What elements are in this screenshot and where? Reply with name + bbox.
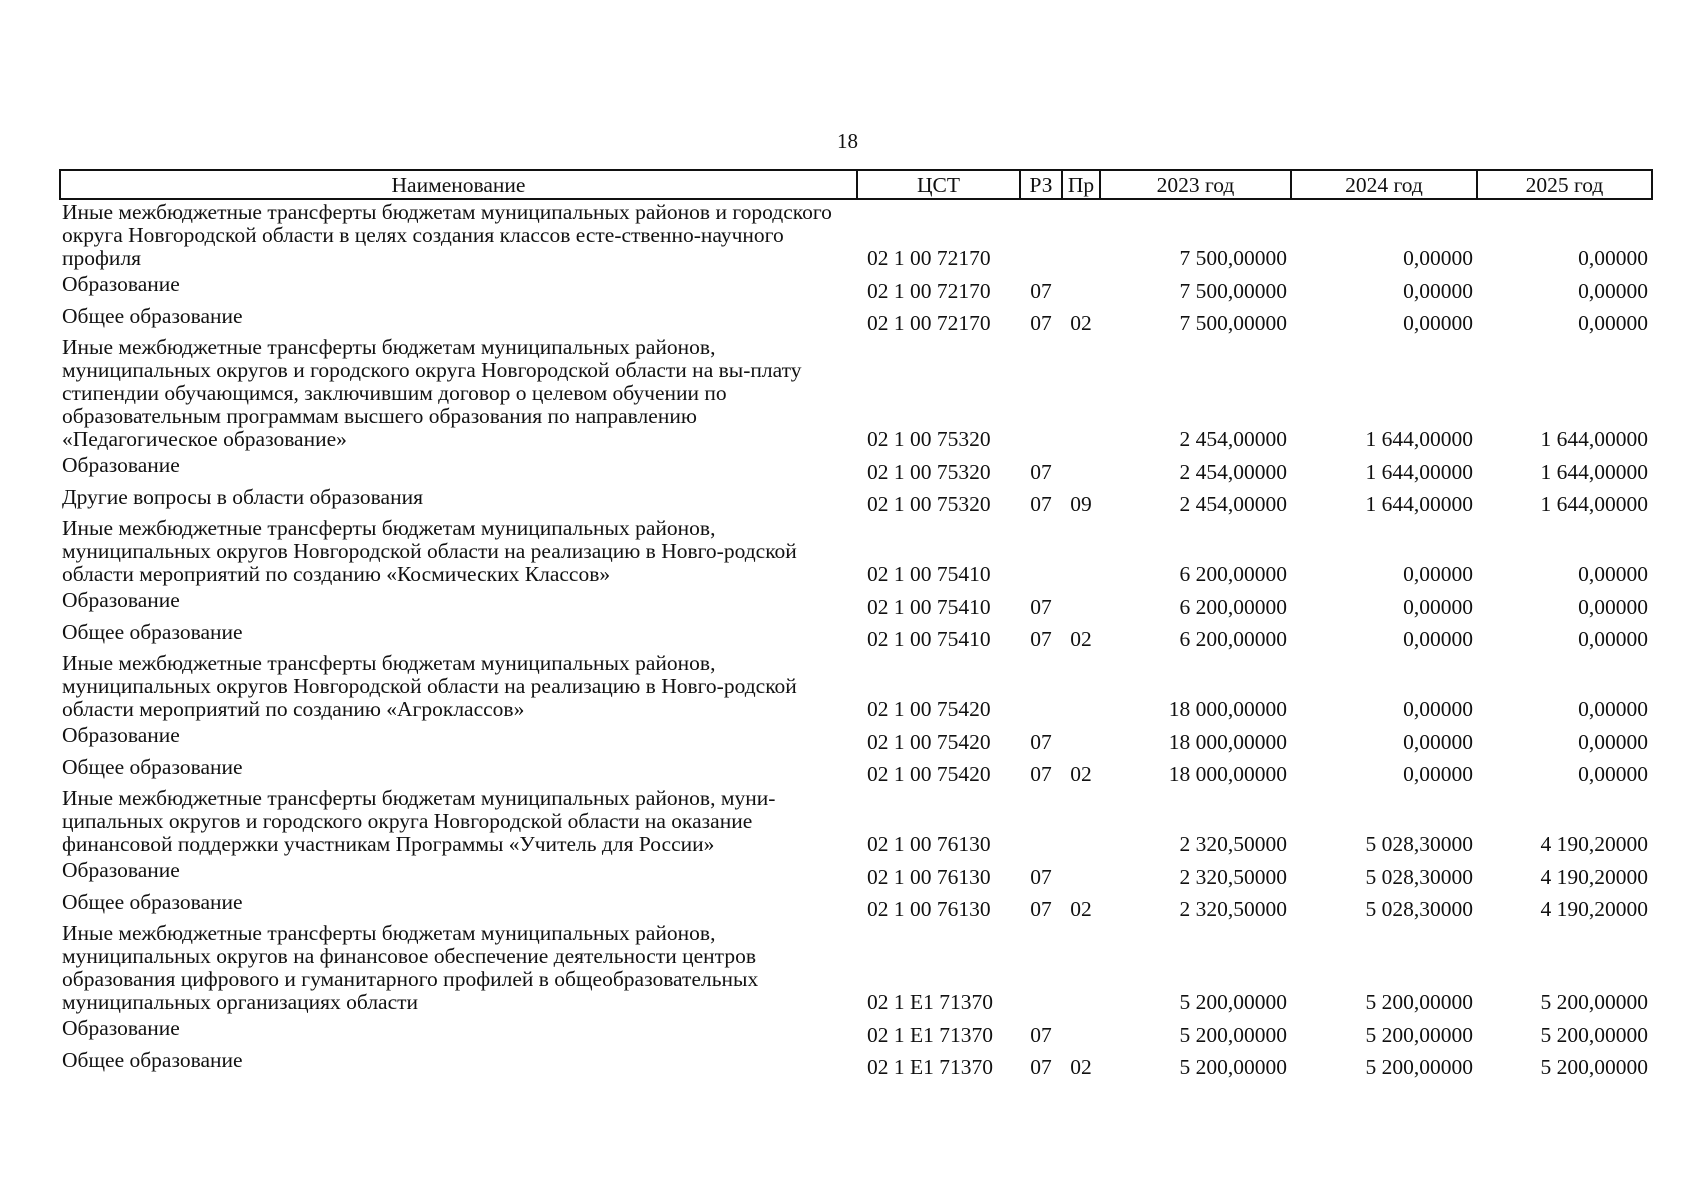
row-name: Общее образование — [62, 890, 243, 914]
row-rz: 07 — [1030, 1055, 1052, 1079]
row-pr — [1062, 651, 1100, 722]
header-rz: РЗ — [1020, 170, 1062, 199]
row-pr — [1062, 921, 1100, 1015]
row-2024: 0,00000 — [1403, 762, 1473, 786]
row-rz — [1020, 651, 1062, 722]
table-row — [60, 786, 1652, 857]
row-cst: 02 1 00 75420 — [867, 730, 991, 754]
row-2025: 0,00000 — [1578, 697, 1648, 721]
row-2024: 0,00000 — [1403, 595, 1473, 619]
row-pr — [1062, 1015, 1100, 1047]
row-2025: 0,00000 — [1578, 562, 1648, 586]
row-2024: 1 644,00000 — [1365, 492, 1473, 516]
row-rz: 07 — [1030, 492, 1052, 516]
row-cst: 02 1 00 75320 — [867, 427, 991, 451]
row-cst: 02 1 E1 71370 — [867, 990, 994, 1014]
row-pr — [1062, 199, 1100, 271]
row-name: Образование — [62, 858, 180, 882]
header-row — [60, 170, 1652, 199]
row-2023: 18 000,00000 — [1168, 730, 1287, 754]
row-2023: 7 500,00000 — [1179, 279, 1287, 303]
header-pr: Пр — [1062, 170, 1100, 199]
row-2023: 6 200,00000 — [1179, 627, 1287, 651]
row-name: Иные межбюджетные трансферты бюджетам муниципальных районов, муниципальных округов Новгородской области на реализацию в Новго-родской области мероприятий по созданию «Агроклассов» — [62, 651, 797, 721]
table-row — [60, 754, 1652, 786]
row-cst: 02 1 00 76130 — [867, 865, 991, 889]
row-2023: 5 200,00000 — [1179, 1023, 1287, 1047]
table-row — [60, 889, 1652, 921]
row-cst: 02 1 00 75410 — [867, 627, 991, 651]
row-2025: 5 200,00000 — [1540, 990, 1648, 1014]
row-name: Образование — [62, 588, 180, 612]
row-2024: 0,00000 — [1403, 627, 1473, 651]
row-cst: 02 1 00 75420 — [867, 762, 991, 786]
row-rz — [1020, 921, 1062, 1015]
row-2025: 5 200,00000 — [1540, 1055, 1648, 1079]
row-2025: 4 190,20000 — [1540, 832, 1648, 856]
row-pr: 02 — [1070, 311, 1092, 335]
row-2024: 0,00000 — [1403, 697, 1473, 721]
row-pr — [1062, 722, 1100, 754]
row-2023: 2 320,50000 — [1179, 865, 1287, 889]
row-rz: 07 — [1030, 460, 1052, 484]
row-name: Образование — [62, 453, 180, 477]
row-2023: 2 454,00000 — [1179, 492, 1287, 516]
row-pr: 02 — [1070, 1055, 1092, 1079]
row-cst: 02 1 00 75320 — [867, 492, 991, 516]
row-2025: 1 644,00000 — [1540, 492, 1648, 516]
row-name: Общее образование — [62, 620, 243, 644]
table-body — [60, 199, 1652, 1079]
row-cst: 02 1 00 72170 — [867, 279, 991, 303]
row-2023: 18 000,00000 — [1168, 697, 1287, 721]
row-cst: 02 1 00 76130 — [867, 832, 991, 856]
header-name: Наименование — [60, 170, 857, 199]
row-2024: 0,00000 — [1403, 311, 1473, 335]
row-pr — [1062, 335, 1100, 452]
row-name: Образование — [62, 723, 180, 747]
row-name: Другие вопросы в области образования — [62, 485, 423, 509]
row-cst: 02 1 00 75410 — [867, 562, 991, 586]
row-2025: 5 200,00000 — [1540, 1023, 1648, 1047]
row-2023: 7 500,00000 — [1179, 246, 1287, 270]
table-row — [60, 516, 1652, 587]
budget-table — [59, 169, 1653, 1079]
row-2025: 0,00000 — [1578, 762, 1648, 786]
row-2023: 18 000,00000 — [1168, 762, 1287, 786]
row-2023: 2 454,00000 — [1179, 427, 1287, 451]
row-rz: 07 — [1030, 897, 1052, 921]
row-cst: 02 1 00 75320 — [867, 460, 991, 484]
row-pr — [1062, 271, 1100, 303]
page-number: 18 — [837, 129, 858, 153]
row-rz — [1020, 199, 1062, 271]
row-pr: 02 — [1070, 897, 1092, 921]
row-cst: 02 1 00 75420 — [867, 697, 991, 721]
row-2024: 5 028,30000 — [1365, 832, 1473, 856]
row-2025: 0,00000 — [1578, 279, 1648, 303]
row-pr: 09 — [1070, 492, 1092, 516]
row-2024: 5 200,00000 — [1365, 1055, 1473, 1079]
row-2025: 0,00000 — [1578, 595, 1648, 619]
row-2025: 0,00000 — [1578, 311, 1648, 335]
row-2024: 0,00000 — [1403, 279, 1473, 303]
row-name: Иные межбюджетные трансферты бюджетам муниципальных районов, муниципальных округов на финансовое обеспечение деятельности центров образования цифрового и гуманитарного профилей в общеобразовательных муниципальных организациях области — [62, 921, 759, 1014]
row-2023: 5 200,00000 — [1179, 990, 1287, 1014]
row-2024: 5 200,00000 — [1365, 1023, 1473, 1047]
table-row — [60, 619, 1652, 651]
row-name: Иные межбюджетные трансферты бюджетам муниципальных районов, муни-ципальных округов и городского округа Новгородской области на оказание финансовой поддержки участникам Программы «Учитель для России» — [62, 786, 776, 856]
row-rz: 07 — [1030, 311, 1052, 335]
row-2023: 6 200,00000 — [1179, 562, 1287, 586]
row-rz: 07 — [1030, 627, 1052, 651]
row-2023: 6 200,00000 — [1179, 595, 1287, 619]
table-row — [60, 484, 1652, 516]
row-cst: 02 1 E1 71370 — [867, 1023, 994, 1047]
table-header — [60, 170, 1652, 199]
table-row — [60, 303, 1652, 335]
row-2024: 5 028,30000 — [1365, 865, 1473, 889]
row-2024: 5 028,30000 — [1365, 897, 1473, 921]
row-rz — [1020, 786, 1062, 857]
row-2024: 0,00000 — [1403, 246, 1473, 270]
table-row — [60, 651, 1652, 722]
table-row — [60, 1015, 1652, 1047]
row-2024: 5 200,00000 — [1365, 990, 1473, 1014]
row-name: Образование — [62, 272, 180, 296]
row-rz — [1020, 335, 1062, 452]
row-pr — [1062, 516, 1100, 587]
table-row — [60, 587, 1652, 619]
row-2025: 1 644,00000 — [1540, 427, 1648, 451]
row-2024: 0,00000 — [1403, 562, 1473, 586]
row-name: Общее образование — [62, 755, 243, 779]
table-row — [60, 857, 1652, 889]
row-2025: 0,00000 — [1578, 246, 1648, 270]
row-rz: 07 — [1030, 595, 1052, 619]
row-pr — [1062, 587, 1100, 619]
header-cst: ЦСТ — [857, 170, 1020, 199]
row-2025: 4 190,20000 — [1540, 897, 1648, 921]
table-row — [60, 199, 1652, 271]
row-name: Общее образование — [62, 304, 243, 328]
row-2023: 7 500,00000 — [1179, 311, 1287, 335]
row-2023: 2 320,50000 — [1179, 832, 1287, 856]
row-2025: 0,00000 — [1578, 627, 1648, 651]
row-cst: 02 1 E1 71370 — [867, 1055, 994, 1079]
row-cst: 02 1 00 76130 — [867, 897, 991, 921]
row-pr — [1062, 857, 1100, 889]
header-2023: 2023 год — [1100, 170, 1291, 199]
table-row — [60, 722, 1652, 754]
header-2024: 2024 год — [1291, 170, 1477, 199]
row-rz: 07 — [1030, 1023, 1052, 1047]
header-2025: 2025 год — [1477, 170, 1652, 199]
row-rz — [1020, 516, 1062, 587]
row-2024: 1 644,00000 — [1365, 427, 1473, 451]
row-pr — [1062, 786, 1100, 857]
row-pr — [1062, 452, 1100, 484]
table-row — [60, 1047, 1652, 1079]
row-name: Иные межбюджетные трансферты бюджетам муниципальных районов и городского округа Новгородской области в целях создания классов есте-ственно-научного профиля — [62, 200, 832, 270]
row-name: Образование — [62, 1016, 180, 1040]
row-name: Иные межбюджетные трансферты бюджетам муниципальных районов, муниципальных округов и городского округа Новгородской области на вы-плату стипендии обучающимся, заключившим договор о целевом обучении по образовательным программам высшего образования по направлению «Педагогическое образование» — [62, 335, 802, 451]
row-2024: 0,00000 — [1403, 730, 1473, 754]
row-rz: 07 — [1030, 730, 1052, 754]
row-cst: 02 1 00 72170 — [867, 246, 991, 270]
row-cst: 02 1 00 75410 — [867, 595, 991, 619]
row-2023: 2 320,50000 — [1179, 897, 1287, 921]
row-2025: 0,00000 — [1578, 730, 1648, 754]
row-rz: 07 — [1030, 762, 1052, 786]
row-rz: 07 — [1030, 865, 1052, 889]
row-cst: 02 1 00 72170 — [867, 311, 991, 335]
table-row — [60, 921, 1652, 1015]
row-pr: 02 — [1070, 762, 1092, 786]
row-pr: 02 — [1070, 627, 1092, 651]
table-row — [60, 452, 1652, 484]
row-2025: 4 190,20000 — [1540, 865, 1648, 889]
row-2024: 1 644,00000 — [1365, 460, 1473, 484]
row-2025: 1 644,00000 — [1540, 460, 1648, 484]
table-row — [60, 271, 1652, 303]
row-name: Общее образование — [62, 1048, 243, 1072]
row-2023: 2 454,00000 — [1179, 460, 1287, 484]
row-2023: 5 200,00000 — [1179, 1055, 1287, 1079]
row-rz: 07 — [1030, 279, 1052, 303]
row-name: Иные межбюджетные трансферты бюджетам муниципальных районов, муниципальных округов Новгородской области на реализацию в Новго-родской области мероприятий по созданию «Космических Классов» — [62, 516, 797, 586]
table-row — [60, 335, 1652, 452]
